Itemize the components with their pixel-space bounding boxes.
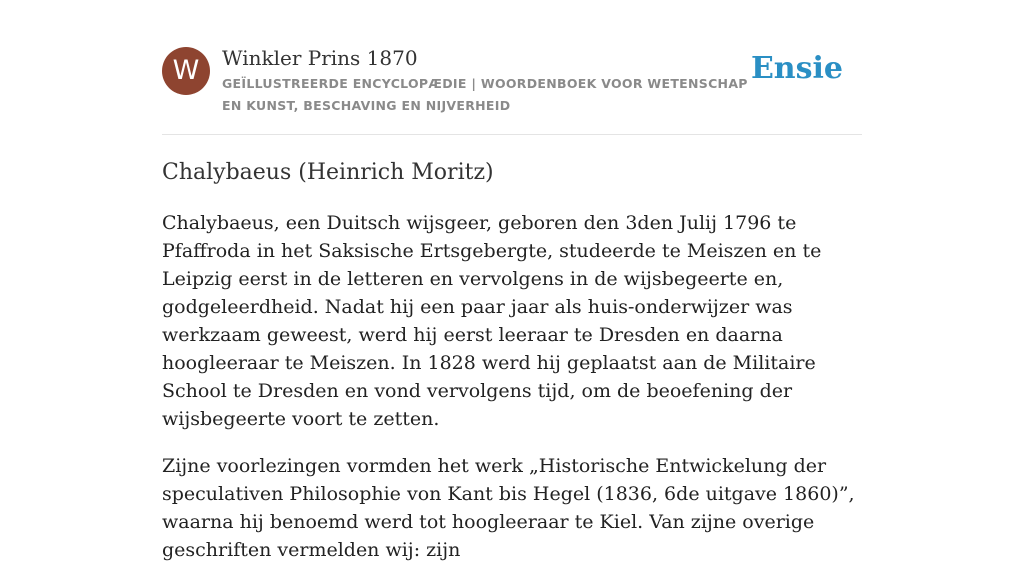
source-subtitle: GEÏLLUSTREERDE ENCYCLOPÆDIE | WOORDENBOEK VOOR WETENSCHAP EN KUNST, BESCHAVING EN NIJVERHEID [222,76,748,113]
source-header [162,0,862,135]
article-container [162,0,862,564]
article-paragraph: Zijne voorlezingen vormden het werk „Historische Entwickelung der speculativen Philosophie von Kant bis Hegel (1836, 6de uitgave 1860)”, waarna hij benoemd werd tot hoogleeraar te Kiel. Van zijne overige geschriften vermelden wij: zijn [162,455,855,561]
article-paragraph: Chalybaeus, een Duitsch wijsgeer, geboren den 3den Julij 1796 te Pfaffroda in het Saksische Ertsgebergte, studeerde te Meiszen en te Leipzig eerst in de letteren en vervolgens in de wijsbegeerte en, godgeleerdheid. Nadat hij een paar jaar als huis-onderwijzer was werkzaam geweest, werd hij eerst leeraar te Dresden en daarna hoogleeraar te Meiszen. In 1828 werd hij geplaatst aan de Militaire School te Dresden en vond vervolgens tijd, om de beoefening der wijsbegeerte voort te zetten. [162,212,822,430]
source-avatar[interactable]: W [162,47,210,95]
source-title[interactable]: Winkler Prins 1870 [222,46,418,70]
article-title: Chalybaeus (Heinrich Moritz) [162,160,494,185]
ensie-logo[interactable]: Ensie [750,51,843,86]
